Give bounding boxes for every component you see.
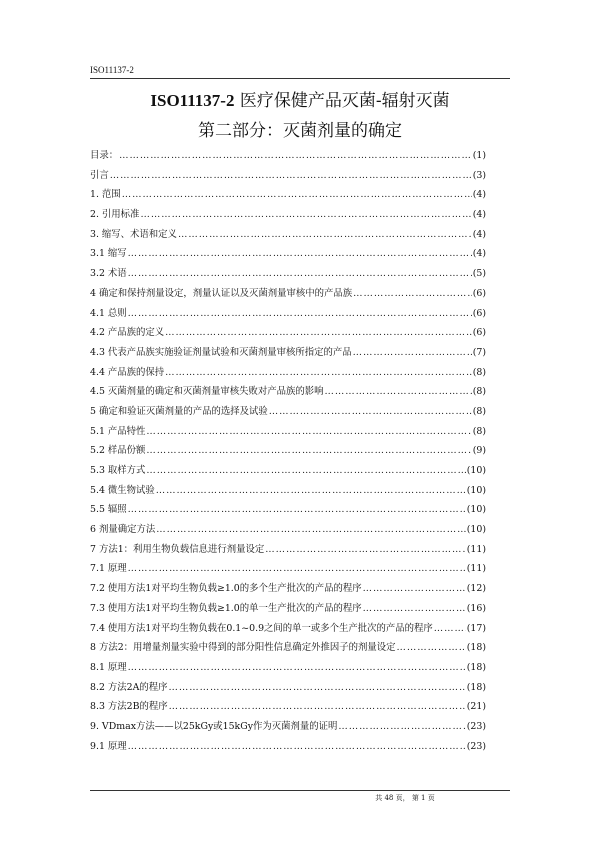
toc-entry-page: (4) (472, 228, 486, 240)
toc-entry-label: 4.4 产品族的保持 (90, 366, 165, 378)
toc-entry-page: (6) (472, 307, 486, 319)
toc-leader-dots (169, 678, 466, 698)
toc-leader-dots (128, 244, 472, 264)
toc-entry[interactable] (90, 461, 486, 481)
toc-leader-dots (363, 579, 466, 599)
toc-leader-dots (122, 185, 472, 205)
toc-entry-page: (6) (472, 287, 486, 299)
title-code: ISO11137-2 (150, 91, 235, 110)
toc-entry-page: (7) (472, 346, 486, 358)
toc-entry[interactable] (90, 402, 486, 422)
header-divider (90, 78, 510, 79)
toc-entry-label: 3.1 缩写 (90, 248, 127, 260)
toc-entry-page: (10) (466, 465, 486, 476)
toc-entry-label: 9. VDmax方法——以25kGy或15kGy作为灭菌剂量的证明 (90, 720, 338, 732)
toc-leader-dots (146, 422, 471, 442)
toc-entry[interactable] (90, 619, 486, 639)
toc-leader-dots (128, 559, 466, 579)
toc-entry[interactable] (90, 166, 486, 186)
toc-leader-dots (128, 500, 466, 520)
toc-entry-page: (8) (472, 425, 486, 437)
toc-entry-page: (8) (472, 405, 486, 417)
toc-entry[interactable] (90, 146, 486, 166)
toc-entry[interactable] (90, 500, 486, 520)
toc-leader-dots (128, 264, 472, 284)
toc-entry-page: (6) (472, 327, 486, 339)
toc-entry[interactable] (90, 520, 486, 540)
toc-entry[interactable] (90, 599, 486, 619)
toc-entry[interactable] (90, 441, 486, 461)
toc-entry-page: (3) (472, 169, 486, 181)
toc-leader-dots (140, 205, 471, 225)
toc-entry-label: 4.5 灭菌剂量的确定和灭菌剂量审核失败对产品族的影响 (90, 386, 324, 398)
toc-entry-label: 4.1 总则 (90, 307, 127, 319)
toc-leader-dots (363, 599, 466, 619)
toc-leader-dots (119, 146, 472, 166)
toc-entry-label: 5 确定和验证灭菌剂量的产品的选择及试验 (90, 405, 268, 417)
toc-entry-label: 5.3 取样方式 (90, 465, 146, 476)
toc-entry[interactable] (90, 323, 486, 343)
toc-entry-page: (10) (466, 484, 486, 496)
toc-entry-label: 8.3 方法2B的程序 (90, 701, 168, 713)
toc-entry-page: (11) (466, 563, 486, 575)
toc-entry[interactable] (90, 737, 486, 757)
toc-entry-label: 8 方法2：用增量剂量实验中得到的部分阳性信息确定外推因子的剂量设定 (90, 642, 396, 654)
toc-leader-dots (265, 540, 465, 560)
toc-entry-page: (12) (466, 583, 486, 595)
toc-leader-dots (325, 382, 472, 402)
title-main: 医疗保健产品灭菌-辐射灭菌 (239, 91, 450, 111)
toc-entry-label: 3. 缩写、术语和定义 (90, 228, 177, 240)
toc-entry-label: 1. 范围 (90, 189, 121, 201)
toc-leader-dots (165, 323, 472, 343)
toc-entry-label: 引言 (90, 169, 109, 181)
toc-entry[interactable] (90, 717, 486, 737)
toc-leader-dots (353, 284, 472, 304)
toc-entry-page: (23) (466, 740, 486, 752)
toc-entry[interactable] (90, 540, 486, 560)
toc-entry[interactable] (90, 284, 486, 304)
toc-entry[interactable] (90, 343, 486, 363)
toc-entry-label: 7.2 使用方法1对平均生物负载≥1.0的多个生产批次的产品的程序 (90, 583, 362, 595)
toc-entry-label: 8.1 原理 (90, 661, 127, 673)
toc-entry-page: (10) (466, 504, 486, 516)
toc-leader-dots (128, 737, 466, 757)
toc-entry-page: (4) (472, 248, 486, 260)
toc-entry-label: 2. 引用标准 (90, 209, 140, 221)
toc-entry-label: 6 剂量确定方法 (90, 524, 156, 536)
toc-entry-page: (11) (466, 543, 486, 555)
toc-entry[interactable] (90, 244, 486, 264)
toc-entry[interactable] (90, 185, 486, 205)
toc-entry-page: (8) (472, 366, 486, 378)
toc-entry[interactable] (90, 363, 486, 383)
toc-leader-dots (156, 520, 466, 540)
toc-leader-dots (110, 166, 472, 186)
toc-entry-label: 8.2 方法2A的程序 (90, 681, 168, 693)
toc-entry[interactable] (90, 304, 486, 324)
toc-leader-dots (338, 717, 465, 737)
toc-entry-page: (4) (472, 189, 486, 201)
header-document-code: ISO11137-2 (90, 65, 134, 75)
toc-leader-dots (165, 363, 472, 383)
toc-entry-page: (4) (472, 209, 486, 221)
toc-entry-page: (10) (466, 524, 486, 536)
toc-leader-dots (146, 461, 465, 481)
toc-entry-label: 7 方法1：利用生物负载信息进行剂量设定 (90, 543, 265, 555)
toc-entry-page: (8) (472, 386, 486, 398)
table-of-contents (90, 146, 486, 756)
toc-leader-dots (269, 402, 472, 422)
toc-entry-page: (1) (472, 150, 486, 161)
toc-entry-label: 4.3 代表产品族实施验证剂量试验和灭菌剂量审核所指定的产品 (90, 346, 352, 358)
toc-entry-page: (23) (466, 720, 486, 732)
toc-entry[interactable] (90, 678, 486, 698)
toc-entry-label: 7.4 使用方法1对平均生物负载在0.1~0.9之间的单一或多个生产批次的产品的程序 (90, 622, 433, 634)
toc-leader-dots (397, 638, 466, 658)
toc-leader-dots (156, 481, 466, 501)
toc-entry-page: (16) (466, 602, 486, 614)
toc-entry-label: 5.2 样品份额 (90, 445, 146, 457)
toc-entry-label: 5.4 微生物试验 (90, 484, 155, 496)
toc-entry-label: 4.2 产品族的定义 (90, 327, 165, 339)
toc-entry-label: 9.1 原理 (90, 740, 127, 752)
toc-entry-label: 7.3 使用方法1对平均生物负载≥1.0的单一生产批次的产品的程序 (90, 602, 362, 614)
toc-entry[interactable] (90, 481, 486, 501)
toc-entry-page: (21) (466, 701, 486, 713)
toc-leader-dots (178, 225, 472, 245)
toc-entry[interactable] (90, 559, 486, 579)
toc-entry-label: 4 确定和保持剂量设定，剂量认证以及灭菌剂量审核中的产品族 (90, 287, 353, 299)
toc-entry-label: 5.1 产品特性 (90, 425, 146, 437)
toc-leader-dots (128, 658, 466, 678)
toc-entry-page: (18) (466, 681, 486, 693)
toc-entry[interactable] (90, 205, 486, 225)
toc-leader-dots (128, 304, 472, 324)
toc-leader-dots (434, 619, 466, 639)
toc-leader-dots (353, 343, 472, 363)
page-subtitle: 第二部分：灭菌剂量的确定 (198, 121, 402, 141)
toc-entry-label: 3.2 术语 (90, 268, 127, 280)
toc-entry-label: 7.1 原理 (90, 563, 127, 575)
toc-entry-page: (5) (472, 268, 486, 280)
toc-entry[interactable] (90, 422, 486, 442)
toc-entry-page: (9) (472, 445, 486, 457)
page-title (90, 86, 510, 111)
toc-entry-label: 5.5 辐照 (90, 504, 127, 516)
toc-leader-dots (169, 697, 466, 717)
toc-entry[interactable] (90, 225, 486, 245)
toc-entry-page: (18) (466, 661, 486, 673)
page-footer: 共 48 页， 第 1 页 (375, 794, 435, 802)
toc-entry[interactable] (90, 638, 486, 658)
toc-entry[interactable] (90, 658, 486, 678)
toc-entry[interactable] (90, 579, 486, 599)
footer-divider (90, 790, 510, 791)
toc-entry-page: (17) (466, 622, 486, 634)
toc-entry-page: (18) (466, 642, 486, 654)
toc-entry[interactable] (90, 264, 486, 284)
toc-entry-label: 目录： (90, 150, 119, 161)
toc-leader-dots (146, 441, 471, 461)
toc-entry[interactable] (90, 697, 486, 717)
toc-entry[interactable] (90, 382, 486, 402)
